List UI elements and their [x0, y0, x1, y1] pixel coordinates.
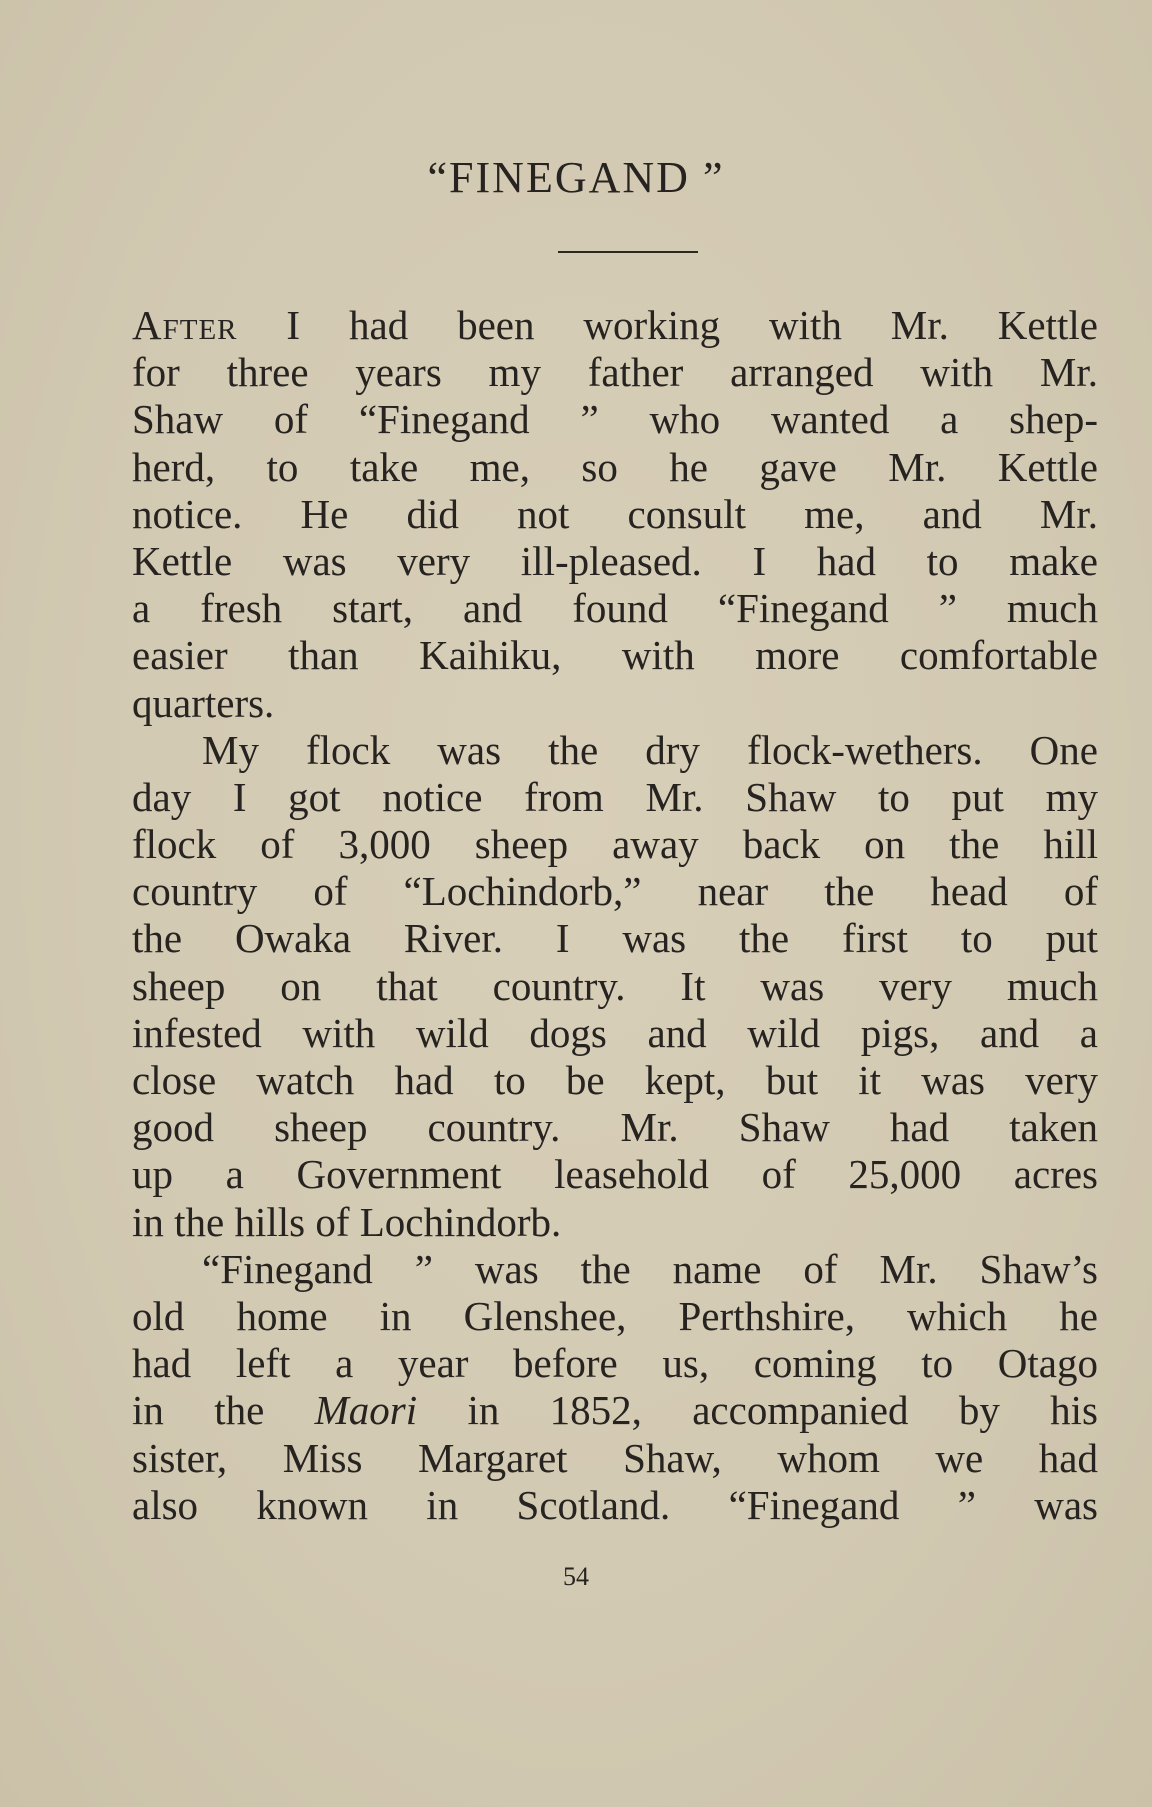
- text-line: good sheep country. Mr. Shaw had taken: [132, 1104, 1098, 1151]
- text-line: day I got notice from Mr. Shaw to put my: [132, 773, 1098, 820]
- text-line: for three years my father arranged with Mr.: [132, 349, 1098, 396]
- text-line-content: in the: [132, 1387, 315, 1434]
- text-line: country of “Lochindorb,” near the head of: [132, 868, 1098, 915]
- text-line: Kettle was very ill-pleased. I had to make: [132, 537, 1098, 584]
- text-line: My flock was the dry flock-wethers. One: [202, 726, 1098, 773]
- text-line: a fresh start, and found “Finegand ” much: [132, 585, 1098, 632]
- text-line: infested with wild dogs and wild pigs, and a: [132, 1009, 1098, 1056]
- text-line: [132, 1387, 1098, 1434]
- title-divider: [558, 251, 698, 253]
- text-line: flock of 3,000 sheep away back on the hill: [132, 821, 1098, 868]
- body-text: [132, 302, 1098, 1529]
- text-line: the Owaka River. I was the first to put: [132, 915, 1098, 962]
- ship-name: Maori: [314, 1387, 418, 1434]
- text-line: quarters.: [132, 679, 275, 726]
- text-line: up a Government leasehold of 25,000 acres: [132, 1151, 1098, 1198]
- text-line: had left a year before us, coming to Otago: [132, 1340, 1098, 1387]
- page-number: 54: [563, 1562, 589, 1591]
- chapter-title: “FINEGAND ”: [427, 153, 725, 202]
- text-line: “Finegand ” was the name of Mr. Shaw’s: [202, 1245, 1098, 1292]
- text-line: close watch had to be kept, but it was very: [132, 1057, 1098, 1103]
- text-line-content: in 1852, accompanied by his: [417, 1387, 1098, 1434]
- text-line: sister, Miss Margaret Shaw, whom we had: [132, 1434, 1098, 1481]
- text-line: easier than Kaihiku, with more comfortable: [132, 632, 1098, 679]
- text-line: old home in Glenshee, Perthshire, which he: [132, 1292, 1098, 1339]
- text-line: in the hills of Lochindorb.: [132, 1198, 562, 1245]
- text-line-content: I had been working with Mr. Kettle: [237, 302, 1098, 348]
- text-line: also known in Scotland. “Finegand ” was: [132, 1481, 1098, 1528]
- text-line: Shaw of “Finegand ” who wanted a shep-: [132, 396, 1098, 443]
- text-line: sheep on that country. It was very much: [132, 962, 1098, 1009]
- text-line: notice. He did not consult me, and Mr.: [132, 490, 1098, 537]
- text-line: [132, 302, 1098, 349]
- opening-word: After: [132, 302, 238, 348]
- text-line: herd, to take me, so he gave Mr. Kettle: [132, 443, 1098, 490]
